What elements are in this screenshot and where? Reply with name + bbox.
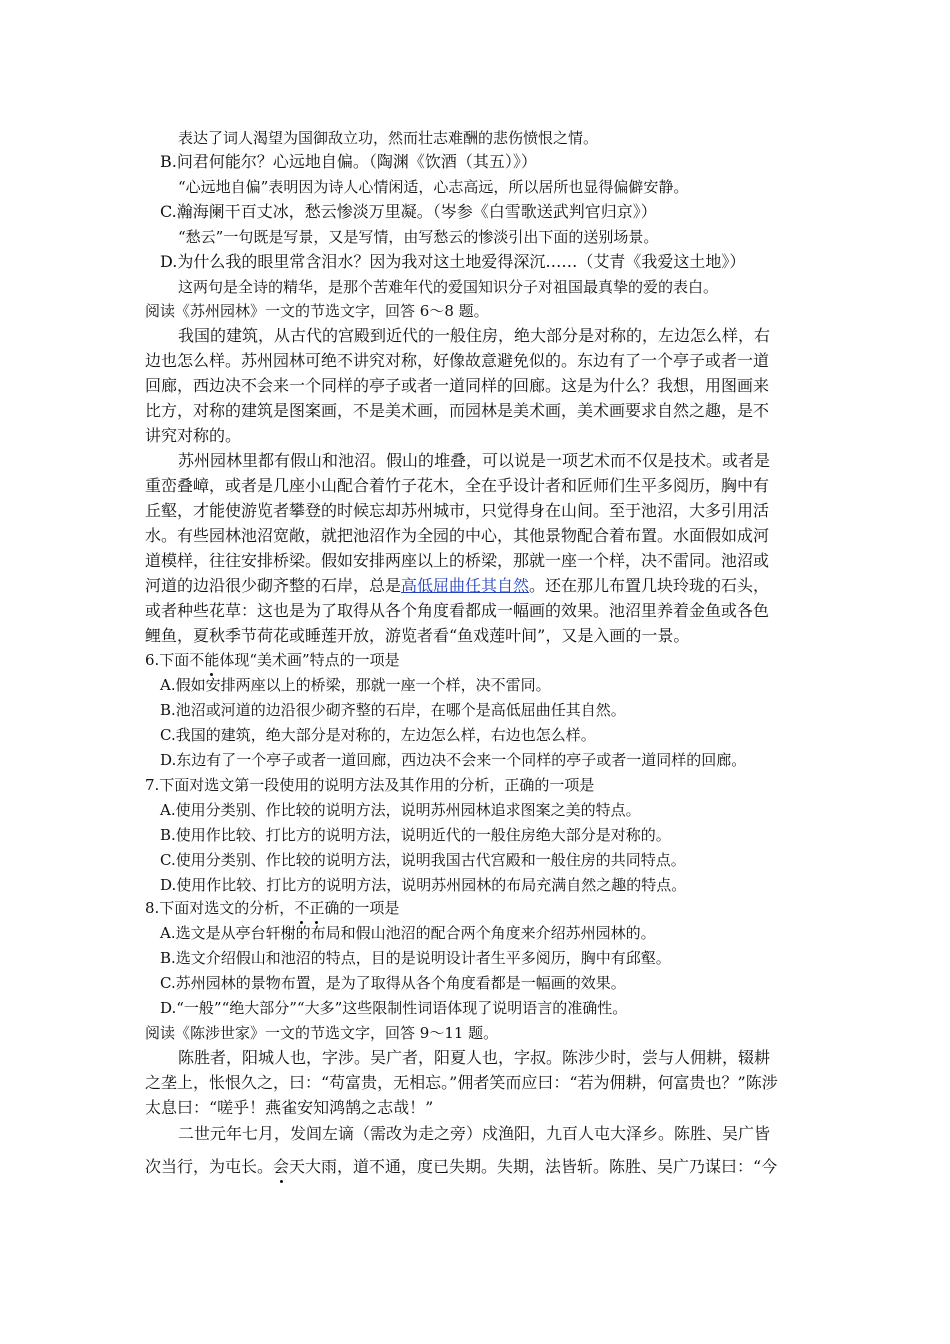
- emphasis-char: 会: [273, 1157, 290, 1176]
- option-7d: D.使用作比较、打比方的说明方法，说明苏州园林的布局充满自然之趣的特点。: [160, 876, 687, 894]
- question-text: 8.下面对选文的分析，: [145, 899, 295, 917]
- passage-line: 陈胜者，阳城人也，字涉。吴广者，阳夏人也，字叔。陈涉少时，尝与人佣耕，辍耕: [178, 1048, 771, 1067]
- question-8: [145, 898, 399, 918]
- passage-text: 。还在那儿布置几块玲珑的石头，: [529, 576, 770, 595]
- question-text: 确的一项是: [324, 899, 400, 917]
- option-6b: B.池沼或河道的边沿很少砌齐整的石岸，在哪个是高低屈曲任其自然。: [160, 701, 626, 719]
- option-b-explanation: “心远地自偏”表明因为诗人心情闲适，心志高远，所以居所也显得偏僻安静。: [178, 178, 689, 196]
- option-6a: A.假如安排两座以上的桥梁，那就一座一个样，决不雷同。: [160, 676, 551, 694]
- emphasis-char: 正: [309, 899, 325, 917]
- passage-line: 或者种些花草：这也是为了取得从各个角度看都成一幅画的效果。池沼里养着金鱼或各色: [145, 601, 770, 620]
- option-8c: C.苏州园林的景物布置，是为了取得从各个角度看都是一幅画的效果。: [160, 974, 626, 992]
- option-c-quote: C.瀚海阑干百丈冰，愁云惨淡万里凝。（岑参《白雪歌送武判官归京》）: [160, 202, 657, 221]
- passage-line: 边也怎么样。苏州园林可绝不讲究对称，好像故意避免似的。东边有了一个亭子或者一道: [145, 351, 770, 370]
- option-d-quote: D.为什么我的眼里常含泪水？因为我对这土地爱得深沉……（艾青《我爱这土地》）: [160, 252, 746, 271]
- passage-line: 重峦叠嶂，或者是几座小山配合着竹子花木，全在乎设计者和匠师们生平多阅历，胸中有: [145, 476, 770, 495]
- passage-text: 河道的边沿很少砌齐整的石岸，总是: [145, 576, 402, 595]
- emphasis-char: 不: [294, 899, 310, 917]
- passage-line: 讲究对称的。: [145, 426, 242, 445]
- passage-line: 水。有些园林池沼宽敞，就把池沼作为全园的中心，其他景物配合着布置。水面假如成河: [145, 526, 770, 545]
- passage-line: 之垄上，怅恨久之，曰：“苟富贵，无相忘。”佣者笑而应曰：“若为佣耕，何富贵也？”陈涉: [145, 1073, 778, 1092]
- question-6: [145, 650, 400, 670]
- option-8a: A.选文是从亭台轩榭的布局和假山池沼的配合两个角度来介绍苏州园林的。: [160, 924, 656, 942]
- passage-line: 我国的建筑，从古代的宫殿到近代的一般住房，绝大部分是对称的，左边怎么样，右: [178, 326, 771, 345]
- option-b-quote: B.问君何能尔？心远地自偏。（陶渊《饮酒（其五）》）: [160, 152, 537, 171]
- option-8d: D.“一般”“绝大部分”“大多”这些限制性词语体现了说明语言的准确性。: [160, 999, 628, 1017]
- passage-line: 太息曰：“嗟乎！燕雀安知鸿鹄之志哉！”: [145, 1098, 434, 1117]
- passage-line: 丘壑，才能使游览者攀登的时候忘却苏州城市，只觉得身在山间。至于池沼，大多引用活: [145, 501, 770, 520]
- emphasis-char: 能: [204, 651, 220, 669]
- option-7a: A.使用分类别、作比较的说明方法，说明苏州园林追求图案之美的特点。: [160, 801, 641, 819]
- passage-line: [145, 576, 769, 596]
- option-6d: D.东边有了一个亭子或者一道回廊，西边决不会来一个同样的亭子或者一道同样的回廊。: [160, 751, 747, 769]
- passage-line: 回廊，西边决不会来一个同样的亭子或者一道同样的回廊。这是为什么？我想，用图画来: [145, 376, 770, 395]
- option-7c: C.使用分类别、作比较的说明方法，说明我国古代宫殿和一般住房的共同特点。: [160, 851, 686, 869]
- passage-text: 次当行，为屯长。: [145, 1157, 274, 1176]
- passage-line: 二世元年七月，发闾左谪（需改为走之旁）戍渔阳，九百人屯大泽乡。陈胜、吴广皆: [178, 1124, 771, 1143]
- passage-text: 天大雨，道不通，度已失期。失期，法皆斩。陈胜、吴广乃谋曰：“今: [289, 1157, 778, 1176]
- passage-line: 苏州园林里都有假山和池沼。假山的堆叠，可以说是一项艺术而不仅是技术。或者是: [178, 451, 771, 470]
- option-6c: C.我国的建筑，绝大部分是对称的，左边怎么样，右边也怎么样。: [160, 726, 596, 744]
- question-7: 7.下面对选文第一段使用的说明方法及其作用的分析，正确的一项是: [145, 776, 595, 794]
- reading-instruction-2: 阅读《陈涉世家》一文的节选文字，回答 9～11 题。: [145, 1024, 499, 1042]
- passage-line: 鲤鱼，夏秋季节荷花或睡莲开放，游览者看“鱼戏莲叶间”，又是入画的一景。: [145, 626, 690, 645]
- option-d-explanation: 这两句是全诗的精华，是那个苦难年代的爱国知识分子对祖国最真挚的爱的表白。: [178, 278, 719, 296]
- option-7b: B.使用作比较、打比方的说明方法，说明近代的一般住房绝大部分是对称的。: [160, 826, 671, 844]
- highlighted-link[interactable]: 高低屈曲任其自然: [401, 576, 530, 595]
- option-c-explanation: “愁云”一句既是写景，又是写情，由写愁云的惨淡引出下面的送别场景。: [178, 228, 659, 246]
- question-text: 体现“美术画”特点的一项是: [219, 651, 400, 669]
- option-8b: B.选文介绍假山和池沼的特点，目的是说明设计者生平多阅历，胸中有邱壑。: [160, 949, 671, 967]
- passage-line: 比方，对称的建筑是图案画，不是美术画，而园林是美术画，美术画要求自然之趣，是不: [145, 401, 770, 420]
- reading-instruction-1: 阅读《苏州园林》一文的节选文字，回答 6～8 题。: [145, 302, 489, 320]
- passage-line: [145, 1157, 777, 1177]
- text-line: 表达了词人渴望为国御敌立功，然而壮志难酬的悲伤愤恨之情。: [178, 129, 599, 147]
- question-text: 6.下面不: [145, 651, 205, 669]
- passage-line: 道模样，往往安排桥梁。假如安排两座以上的桥梁，那就一座一个样，决不雷同。池沼或: [145, 551, 770, 570]
